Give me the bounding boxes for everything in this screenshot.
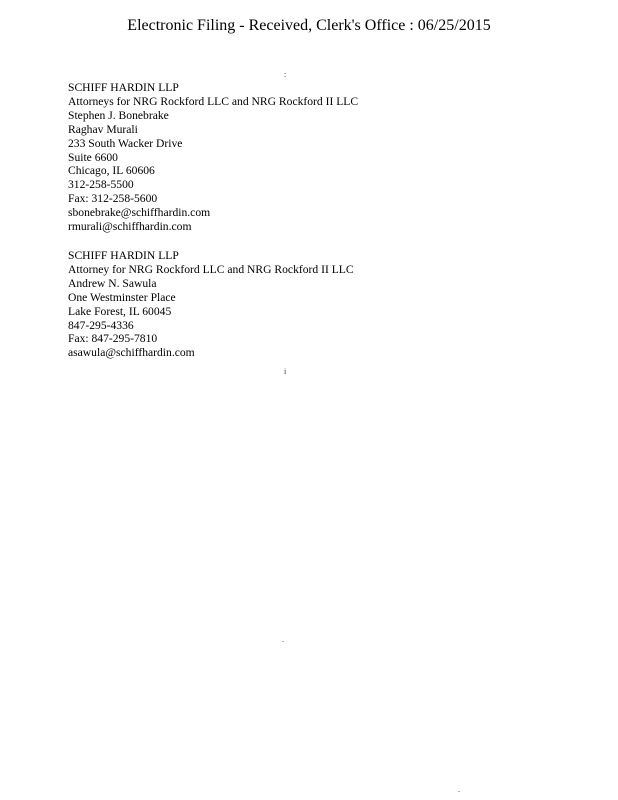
scan-mark: . xyxy=(282,635,284,644)
attorney-name: Andrew N. Sawula xyxy=(68,276,157,290)
street-address: One Westminster Place xyxy=(68,290,176,304)
scan-mark: i xyxy=(284,367,287,376)
filing-stamp-header: Electronic Filing - Received, Clerk's Office : 06/25/2015 xyxy=(127,17,491,34)
phone: 847-295-4336 xyxy=(68,318,134,332)
fax: Fax: 312-258-5600 xyxy=(68,192,158,206)
attorney-name: Raghav Murali xyxy=(68,122,138,136)
city-state-zip: Lake Forest, IL 60045 xyxy=(68,304,172,318)
email: asawula@schiffhardin.com xyxy=(68,346,195,360)
representation-line: Attorneys for NRG Rockford LLC and NRG Rockford II LLC xyxy=(68,94,359,108)
counsel-block-2 xyxy=(68,249,354,360)
street-address: 233 South Wacker Drive xyxy=(68,136,183,150)
phone: 312-258-5500 xyxy=(68,178,134,192)
scan-mark: . xyxy=(458,785,460,794)
email: sbonebrake@schiffhardin.com xyxy=(68,206,211,220)
firm-name: SCHIFF HARDIN LLP xyxy=(68,249,179,262)
scan-mark: : xyxy=(284,70,287,79)
representation-line: Attorney for NRG Rockford LLC and NRG Rockford II LLC xyxy=(68,262,354,276)
email: rmurali@schiffhardin.com xyxy=(68,220,192,234)
city-state-zip: Chicago, IL 60606 xyxy=(68,164,155,178)
firm-name: SCHIFF HARDIN LLP xyxy=(68,81,179,94)
suite: Suite 6600 xyxy=(68,150,118,164)
counsel-block-1 xyxy=(68,81,358,234)
attorney-name: Stephen J. Bonebrake xyxy=(68,108,169,122)
fax: Fax: 847-295-7810 xyxy=(68,332,158,346)
